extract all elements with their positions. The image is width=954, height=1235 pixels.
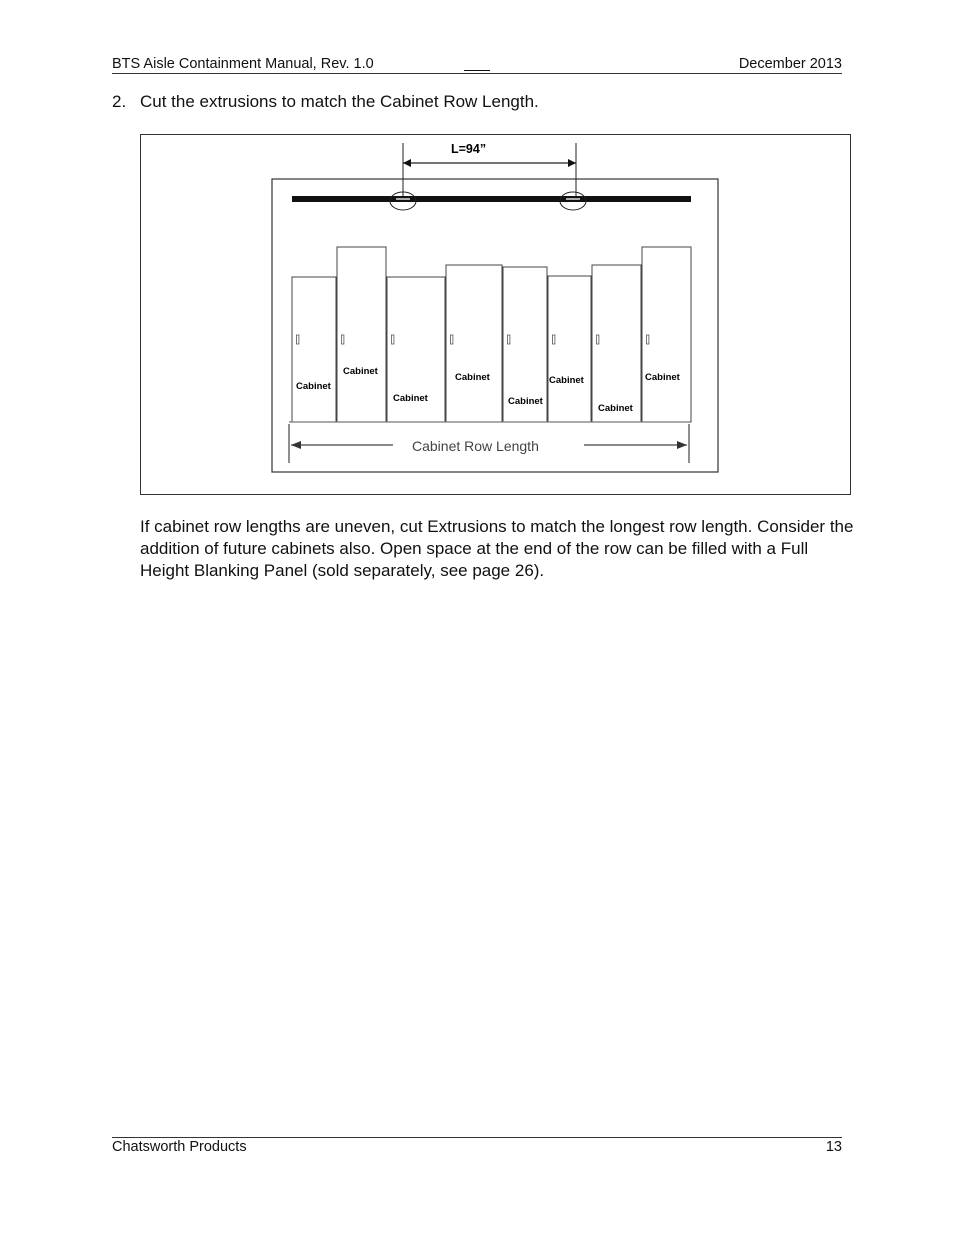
cabinet-6 — [548, 276, 591, 422]
row-length-label: Cabinet Row Length — [412, 438, 539, 454]
header-rule — [112, 73, 842, 74]
step-text: Cut the extrusions to match the Cabinet Row Length. — [140, 92, 539, 111]
page-number: 13 — [825, 1139, 842, 1155]
cabinet-label: Cabinet — [343, 366, 378, 377]
cabinet-4 — [446, 265, 502, 422]
cabinet-1 — [292, 277, 336, 422]
body-paragraph: If cabinet row lengths are uneven, cut Extrusions to match the longest row length. Consider the addition of future cabinets also. Open space at the end of the row can be filled with a Full Height Blanking Panel (sold separately, see page 26). — [140, 517, 854, 580]
cabinet-row-figure — [140, 134, 851, 495]
cabinet-row-diagram — [141, 135, 850, 494]
dimension-arrow-right — [568, 159, 576, 167]
dimension-arrow-left — [403, 159, 411, 167]
header-separator — [464, 56, 490, 71]
footer-company: Chatsworth Products — [112, 1139, 247, 1155]
cabinet-8 — [642, 247, 691, 422]
cabinet-label: Cabinet — [296, 381, 331, 392]
cabinet-label: Cabinet — [598, 403, 633, 414]
cabinet-7 — [592, 265, 641, 422]
step-number: 2. — [112, 92, 127, 111]
cabinet-label: Cabinet — [508, 396, 543, 407]
dimension-label: L=94” — [451, 142, 487, 156]
step-instruction — [112, 92, 539, 112]
cabinet-3 — [387, 277, 445, 422]
cabinet-label: Cabinet — [645, 372, 680, 383]
cabinet-label: Cabinet — [549, 375, 584, 386]
extrusion-bar — [292, 196, 691, 202]
header-title: BTS Aisle Containment Manual, Rev. 1.0 — [112, 56, 374, 72]
header-date: December 2013 — [738, 56, 842, 72]
cabinet-label: Cabinet — [455, 372, 490, 383]
footer-rule — [112, 1137, 842, 1138]
cabinet-5 — [503, 267, 547, 422]
cabinet-2 — [337, 247, 386, 422]
cabinet-label: Cabinet — [393, 393, 428, 404]
